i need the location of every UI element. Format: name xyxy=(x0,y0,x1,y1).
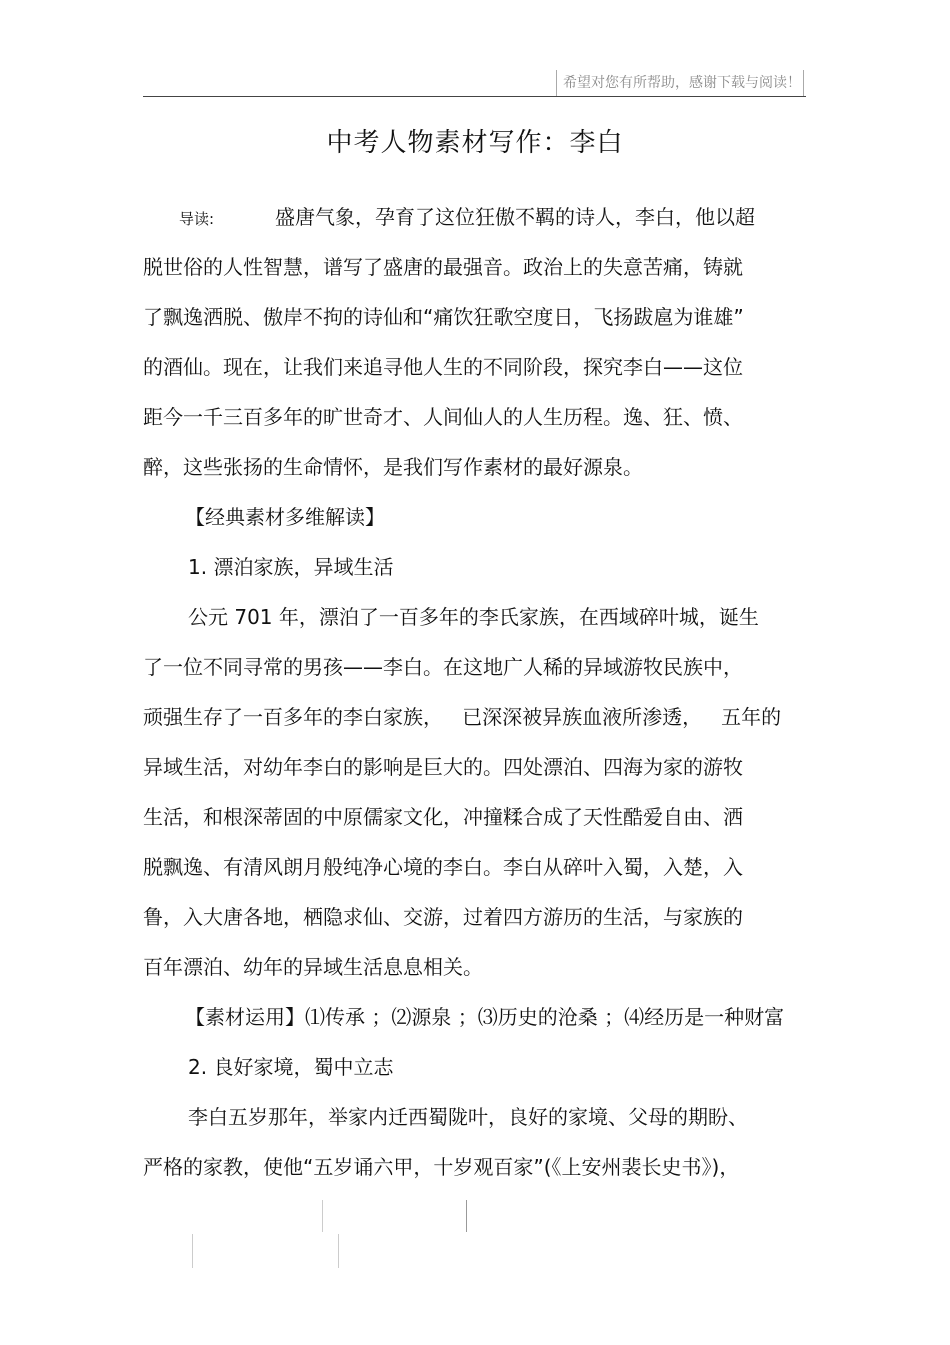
header-rule xyxy=(143,96,806,97)
paragraph-line: 脱世俗的人性智慧，谱写了盛唐的最强音。政治上的失意苦痛，铸就 xyxy=(143,255,743,279)
paragraph-line: 李白五岁那年，举家内迁西蜀陇叶，良好的家境、父母的期盼、 xyxy=(188,1105,748,1129)
paragraph-line: 严格的家教，使他“五岁诵六甲，十岁观百家”(《上安州裴长史书》)， xyxy=(143,1155,740,1179)
page-title: 中考人物素材写作：李白 xyxy=(326,128,624,158)
paragraph-line: 公元 701 年，漂泊了一百多年的李氏家族，在西域碎叶城，诞生 xyxy=(188,605,759,629)
section-subheading: 1. 漂泊家族，异域生活 xyxy=(188,555,394,579)
paragraph-line: 醉，这些张扬的生命情怀，是我们写作素材的最好源泉。 xyxy=(143,455,643,479)
paragraph-line: 异域生活，对幼年李白的影响是巨大的。四处漂泊、四海为家的游牧 xyxy=(143,755,743,779)
decorative-rule xyxy=(338,1234,339,1268)
paragraph-line: 生活，和根深蒂固的中原儒家文化，冲撞糅合成了天性酷爱自由、洒 xyxy=(143,805,743,829)
paragraph-line: 的酒仙。现在，让我们来追寻他人生的不同阶段，探究李白——这位 xyxy=(143,355,743,379)
paragraph-line: 了飘逸洒脱、傲岸不拘的诗仙和“痛饮狂歌空度日，飞扬跋扈为谁雄” xyxy=(143,305,744,329)
decorative-rule xyxy=(322,1200,323,1232)
decorative-rule xyxy=(192,1234,193,1268)
paragraph-line: 脱飘逸、有清风朗月般纯净心境的李白。李白从碎叶入蜀，入楚，入 xyxy=(143,855,743,879)
paragraph-line: 顽强生存了一百多年的李白家族， 已深深被异族血液所渗透， 五年的 xyxy=(143,705,782,729)
lead-line xyxy=(143,202,755,234)
section-subheading: 2. 良好家境，蜀中立志 xyxy=(188,1055,394,1079)
decorative-rule xyxy=(466,1200,467,1232)
lead-label: 导读: xyxy=(179,210,215,228)
paragraph-line: 了一位不同寻常的男孩——李白。在这地广人稀的异域游牧民族中， xyxy=(143,655,743,679)
section-heading: 【经典素材多维解读】 xyxy=(185,505,385,529)
paragraph-line: 鲁，入大唐各地，栖隐求仙、交游，过着四方游历的生活，与家族的 xyxy=(143,905,743,929)
paragraph-line: 百年漂泊、幼年的异域生活息息相关。 xyxy=(143,955,483,979)
paragraph-line: 距今一千三百多年的旷世奇才、人间仙人的人生历程。逸、狂、愤、 xyxy=(143,405,743,429)
material-usage: 【素材运用】⑴传承 ；⑵源泉 ；⑶历史的沧桑 ；⑷经历是一种财富 xyxy=(185,1005,785,1029)
header-note: 希望对您有所帮助，感谢下载与阅读！ xyxy=(556,70,804,96)
paragraph-line: 盛唐气象，孕育了这位狂傲不羁的诗人，李白，他以超 xyxy=(275,205,755,229)
